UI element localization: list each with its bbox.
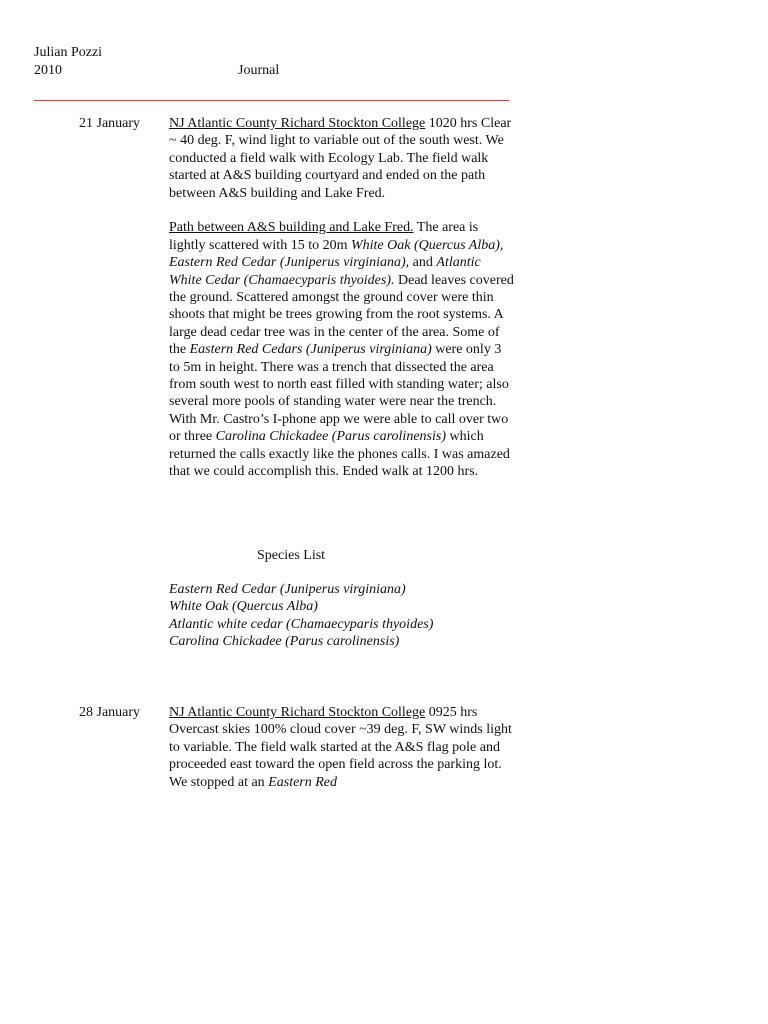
- entry-paragraph: [169, 704, 514, 791]
- author-name: Julian Pozzi: [34, 45, 103, 60]
- entry-date: 21 January: [79, 116, 141, 131]
- italic-text: Eastern Red: [268, 774, 338, 790]
- species-item: White Oak (Quercus Alba): [169, 599, 318, 615]
- text-run: which returned the calls exactly like the phones calls. I was amazed that we could accomplish this. Ended walk at 1200 hrs.: [169, 429, 510, 480]
- species-list-title: Species List: [257, 548, 326, 563]
- text-run: Dead leaves covered the ground. Scattered amongst the ground cover were thin shoots that might be trees growing from the root systems. A large dead cedar tree was in the center of the area. Some of the: [169, 272, 514, 358]
- underlined-text: Path between A&S building and Lake Fred.: [169, 220, 414, 236]
- italic-text: Eastern Red Cedars (Juniperus virginiana): [189, 342, 432, 358]
- species-item: Carolina Chickadee (Parus carolinensis): [169, 634, 400, 650]
- entry-paragraph: [169, 219, 514, 480]
- text-run: and: [409, 255, 437, 271]
- header-divider: [34, 100, 509, 101]
- entry-date: 28 January: [79, 705, 141, 720]
- italic-text: White Oak (Quercus Alba), Eastern Red Cedar (Juniperus virginiana),: [169, 237, 504, 271]
- species-item: Atlantic white cedar (Chamaecyparis thyoides): [169, 616, 434, 632]
- journal-year: 2010: [34, 63, 62, 78]
- text-run: The area is lightly scattered with 15 to 20m: [169, 220, 479, 253]
- entry-body: [169, 115, 514, 481]
- italic-text: Carolina Chickadee (Parus carolinensis): [215, 429, 446, 445]
- species-list: [169, 581, 433, 651]
- text-run: 1020 hrs Clear ~ 40 deg. F, wind light to variable out of the south west. We conducted a field walk with Ecology Lab. The field walk started at A&S building courtyard and ended on the path between A&S building and Lake Fred.: [169, 116, 512, 201]
- species-item: Eastern Red Cedar (Juniperus virginiana): [169, 582, 406, 597]
- text-run: were only 3 to 5m in height. There was a trench that dissected the area from south west to north east filled with standing water; also several more pools of standing water were near the trench. With Mr. Castro’s I-phone app we were able to call over two or three: [169, 342, 509, 445]
- document-title: Journal: [238, 63, 280, 78]
- text-run: 0925 hrs Overcast skies 100% cloud cover ~39 deg. F, SW winds light to variable. The field walk started at the A&S flag pole and proceeded east toward the open field across the parking lot. We stopped at an: [169, 705, 512, 790]
- underlined-text: NJ Atlantic County Richard Stockton College: [169, 705, 426, 720]
- italic-text: Atlantic White Cedar (Chamaecyparis thyoides).: [169, 255, 481, 288]
- entry-body: [169, 704, 514, 791]
- entry-paragraph: [169, 115, 514, 202]
- underlined-text: NJ Atlantic County Richard Stockton College: [169, 116, 426, 131]
